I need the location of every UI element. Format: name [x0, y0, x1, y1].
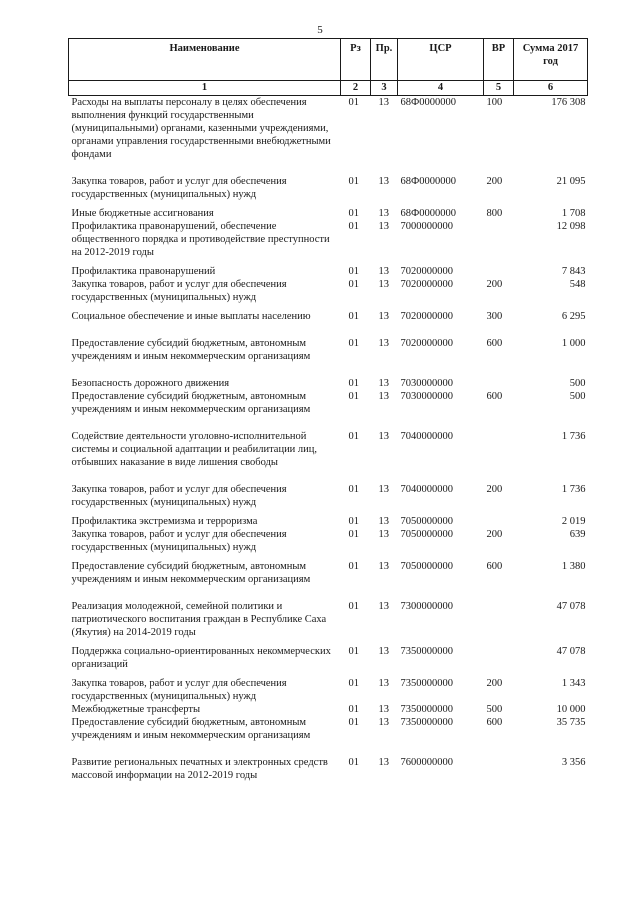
header-rz: Рз — [341, 39, 371, 81]
row-csr: 7020000000 — [400, 311, 453, 322]
row-sum: 548 — [569, 279, 586, 290]
row-rz: 01 — [348, 529, 359, 540]
row-rz: 01 — [348, 279, 359, 290]
row-csr: 7350000000 — [400, 678, 453, 689]
row-rz: 01 — [348, 208, 359, 219]
row-csr: 68Ф0000000 — [400, 208, 457, 219]
row-rz: 01 — [348, 484, 359, 495]
row-name: Развитие региональных печатных и электронных средств массовой информации на 2012-2019 годы — [71, 757, 328, 781]
budget-table — [68, 38, 588, 782]
row-rz: 01 — [348, 516, 359, 527]
table-row — [69, 528, 588, 554]
row-name: Предоставление субсидий бюджетным, автономным учреждениям и иным некоммерческим организациям — [71, 391, 311, 415]
row-sum: 500 — [569, 391, 586, 402]
row-sum: 3 356 — [561, 757, 586, 768]
row-vr: 600 — [486, 338, 503, 349]
row-sum: 2 019 — [561, 516, 586, 527]
header-pr: Пр. — [371, 39, 398, 81]
row-rz: 01 — [348, 717, 359, 728]
header-name: Наименование — [69, 39, 341, 81]
row-csr: 7350000000 — [400, 704, 453, 715]
row-rz: 01 — [348, 221, 359, 232]
row-rz: 01 — [348, 378, 359, 389]
header-sum: Сумма 2017 год — [514, 39, 588, 81]
row-pr: 13 — [378, 678, 389, 689]
row-vr — [484, 515, 514, 528]
row-sum: 176 308 — [551, 97, 586, 108]
row-sum: 35 735 — [556, 717, 586, 728]
row-vr: 200 — [486, 484, 503, 495]
row-csr: 7300000000 — [400, 601, 453, 612]
row-name: Профилактика правонарушений — [71, 266, 216, 277]
row-csr: 7030000000 — [400, 391, 453, 402]
row-sum: 10 000 — [556, 704, 586, 715]
row-name: Безопасность дорожного движения — [71, 378, 230, 389]
row-sum: 1 708 — [561, 208, 586, 219]
table-row — [69, 677, 588, 703]
row-name: Профилактика правонарушений, обеспечение общественного порядка и противодействие преступности на 2012-2019 годы — [71, 221, 330, 258]
row-name: Профилактика экстремизма и терроризма — [71, 516, 258, 527]
row-rz: 01 — [348, 757, 359, 768]
row-sum: 12 098 — [556, 221, 586, 232]
row-name: Закупка товаров, работ и услуг для обеспечения государственных (муниципальных) нужд — [71, 529, 287, 553]
page-number: 5 — [317, 24, 323, 36]
column-number: 1 — [69, 81, 341, 96]
row-sum: 21 095 — [556, 176, 586, 187]
row-vr: 200 — [486, 678, 503, 689]
row-pr: 13 — [378, 646, 389, 657]
row-csr: 7600000000 — [400, 757, 453, 768]
column-number: 6 — [514, 81, 588, 96]
row-vr: 500 — [486, 704, 503, 715]
row-rz: 01 — [348, 97, 359, 108]
row-vr — [484, 265, 514, 278]
row-sum: 500 — [569, 378, 586, 389]
table-row — [69, 96, 588, 162]
row-pr: 13 — [378, 717, 389, 728]
row-csr: 7350000000 — [400, 646, 453, 657]
row-rz: 01 — [348, 678, 359, 689]
table-row — [69, 337, 588, 363]
table-row — [69, 310, 588, 323]
row-pr: 13 — [378, 601, 389, 612]
row-rz: 01 — [348, 311, 359, 322]
table-row — [69, 377, 588, 390]
row-pr: 13 — [378, 516, 389, 527]
table-row — [69, 560, 588, 586]
table-row — [69, 220, 588, 259]
row-name: Социальное обеспечение и иные выплаты населению — [71, 311, 311, 322]
row-name: Предоставление субсидий бюджетным, автономным учреждениям и иным некоммерческим организациям — [71, 338, 311, 362]
column-number: 5 — [484, 81, 514, 96]
row-vr — [484, 430, 514, 469]
row-csr: 7040000000 — [400, 431, 453, 442]
row-pr: 13 — [378, 221, 389, 232]
table-row — [69, 483, 588, 509]
row-name: Расходы на выплаты персоналу в целях обеспечения выполнения функций государственными (муниципальными) органами, казенными учреждениями, органами управления государственными внебюджетными фондами — [71, 97, 331, 160]
row-pr: 13 — [378, 338, 389, 349]
column-number-row — [69, 81, 588, 96]
row-name: Межбюджетные трансферты — [71, 704, 201, 715]
row-vr: 100 — [486, 97, 503, 108]
row-vr — [484, 645, 514, 671]
row-csr: 7000000000 — [400, 221, 453, 232]
row-rz: 01 — [348, 176, 359, 187]
column-number: 3 — [371, 81, 398, 96]
row-sum: 1 343 — [561, 678, 586, 689]
row-rz: 01 — [348, 431, 359, 442]
row-name: Реализация молодежной, семейной политики и патриотического воспитания граждан в Республике Саха (Якутия) на 2014-2019 годы — [71, 601, 327, 638]
row-csr: 7030000000 — [400, 378, 453, 389]
row-rz: 01 — [348, 704, 359, 715]
header-csr: ЦСР — [398, 39, 484, 81]
row-vr: 200 — [486, 529, 503, 540]
table-row — [69, 175, 588, 201]
row-vr — [484, 377, 514, 390]
row-csr: 7050000000 — [400, 529, 453, 540]
row-vr: 800 — [486, 208, 503, 219]
table-row — [69, 645, 588, 671]
table-row — [69, 390, 588, 416]
row-pr: 13 — [378, 704, 389, 715]
header-vr: ВР — [484, 39, 514, 81]
table-row — [69, 756, 588, 782]
row-pr: 13 — [378, 757, 389, 768]
row-sum: 47 078 — [556, 646, 586, 657]
row-pr: 13 — [378, 311, 389, 322]
row-sum: 7 843 — [561, 266, 586, 277]
row-pr: 13 — [378, 97, 389, 108]
row-csr: 7040000000 — [400, 484, 453, 495]
table-row — [69, 515, 588, 528]
row-pr: 13 — [378, 266, 389, 277]
row-sum: 1 736 — [561, 431, 586, 442]
row-sum: 47 078 — [556, 601, 586, 612]
row-rz: 01 — [348, 338, 359, 349]
row-csr: 7350000000 — [400, 717, 453, 728]
table-row — [69, 207, 588, 220]
row-sum: 6 295 — [561, 311, 586, 322]
row-pr: 13 — [378, 484, 389, 495]
row-pr: 13 — [378, 208, 389, 219]
row-pr: 13 — [378, 279, 389, 290]
table-row — [69, 265, 588, 278]
row-csr: 68Ф0000000 — [400, 176, 457, 187]
row-csr: 68Ф0000000 — [400, 97, 457, 108]
row-csr: 7050000000 — [400, 561, 453, 572]
row-rz: 01 — [348, 266, 359, 277]
table-row — [69, 600, 588, 639]
row-rz: 01 — [348, 391, 359, 402]
row-vr: 600 — [486, 561, 503, 572]
row-sum: 1 000 — [561, 338, 586, 349]
row-rz: 01 — [348, 601, 359, 612]
row-vr: 300 — [486, 311, 503, 322]
row-pr: 13 — [378, 378, 389, 389]
row-pr: 13 — [378, 431, 389, 442]
row-vr — [484, 756, 514, 782]
row-name: Предоставление субсидий бюджетным, автономным учреждениям и иным некоммерческим организациям — [71, 561, 311, 585]
row-csr: 7020000000 — [400, 279, 453, 290]
row-pr: 13 — [378, 176, 389, 187]
row-pr: 13 — [378, 561, 389, 572]
row-name: Содействие деятельности уголовно-исполнительной системы и социальной адаптации и реабилитации лиц, отбывших наказание в виде лишения свободы — [71, 431, 318, 468]
row-name: Закупка товаров, работ и услуг для обеспечения государственных (муниципальных) нужд — [71, 484, 287, 508]
row-name: Закупка товаров, работ и услуг для обеспечения государственных (муниципальных) нужд — [71, 678, 287, 702]
row-sum: 1 736 — [561, 484, 586, 495]
row-vr — [484, 220, 514, 259]
row-vr: 600 — [486, 717, 503, 728]
table-row — [69, 430, 588, 469]
row-name: Закупка товаров, работ и услуг для обеспечения государственных (муниципальных) нужд — [71, 279, 287, 303]
row-csr: 7050000000 — [400, 516, 453, 527]
row-pr: 13 — [378, 391, 389, 402]
row-name: Иные бюджетные ассигнования — [71, 208, 214, 219]
row-vr: 200 — [486, 176, 503, 187]
table-header-row — [69, 39, 588, 81]
row-sum: 1 380 — [561, 561, 586, 572]
row-vr: 600 — [486, 391, 503, 402]
row-pr: 13 — [378, 529, 389, 540]
column-number: 2 — [341, 81, 371, 96]
row-vr: 200 — [486, 279, 503, 290]
row-name: Поддержка социально-ориентированных некоммерческих организаций — [71, 646, 331, 670]
row-name: Предоставление субсидий бюджетным, автономным учреждениям и иным некоммерческим организациям — [71, 717, 311, 741]
row-vr — [484, 600, 514, 639]
row-csr: 7020000000 — [400, 338, 453, 349]
row-sum: 639 — [569, 529, 586, 540]
row-rz: 01 — [348, 646, 359, 657]
row-csr: 7020000000 — [400, 266, 453, 277]
table-row — [69, 716, 588, 742]
row-rz: 01 — [348, 561, 359, 572]
row-name: Закупка товаров, работ и услуг для обеспечения государственных (муниципальных) нужд — [71, 176, 287, 200]
table-row — [69, 703, 588, 716]
table-row — [69, 278, 588, 304]
column-number: 4 — [398, 81, 484, 96]
